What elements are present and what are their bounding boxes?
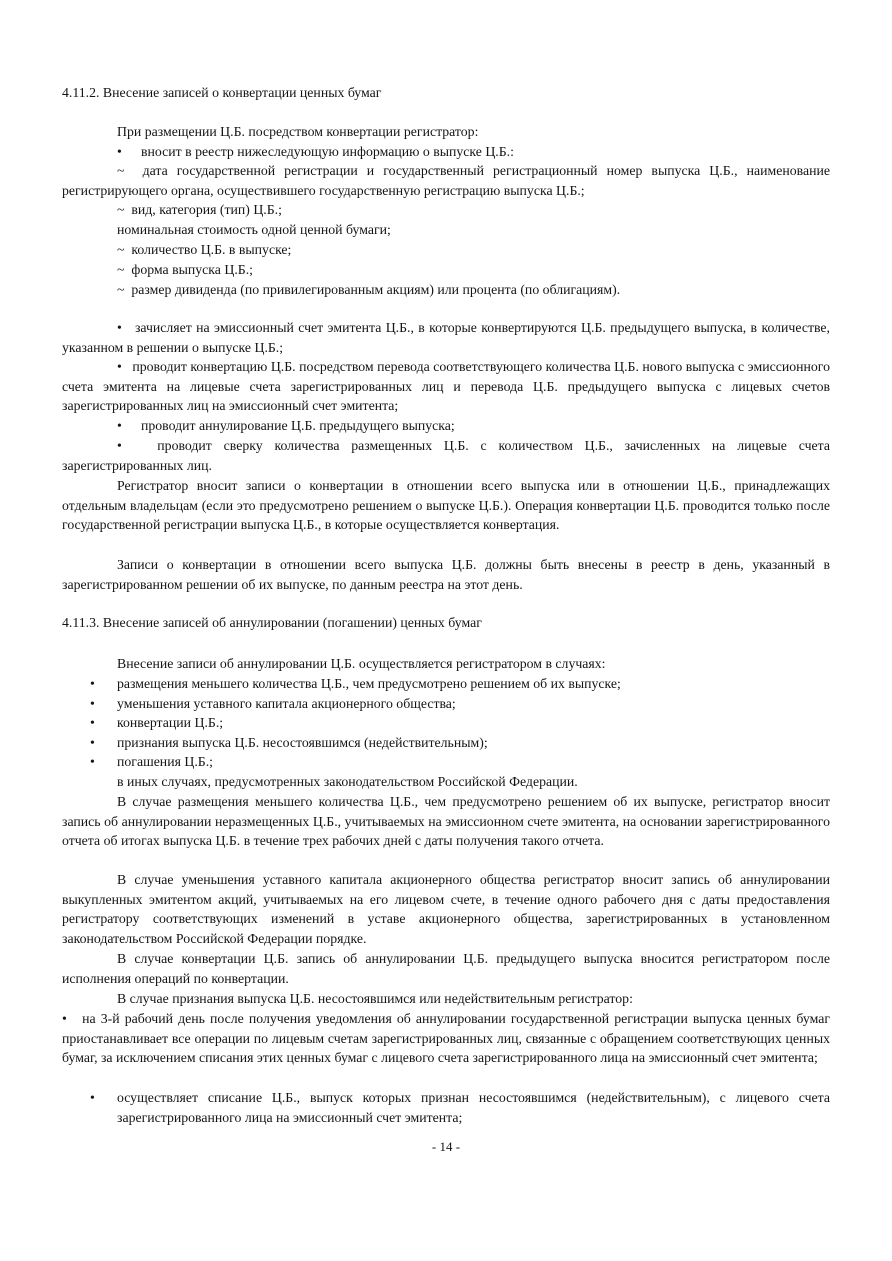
- bullet-credit: [62, 318, 830, 357]
- bullet-icon: •: [117, 320, 135, 335]
- dash-text: вид, категория (тип) Ц.Б.;: [131, 202, 282, 217]
- bullet-icon: •: [90, 695, 95, 711]
- bullet-icon: •: [117, 359, 133, 374]
- section-heading-4-11-2: 4.11.2. Внесение записей о конвертации ценных бумаг: [62, 85, 382, 100]
- bullet-writeoff: [90, 1088, 830, 1127]
- list-item-text: уменьшения уставного капитала акционерного общества;: [117, 695, 456, 711]
- cases-list: [90, 674, 830, 772]
- bullet-text: осуществляет списание Ц.Б., выпуск которых признан несостоявшимся (недействительным), с лицевого счета зарегистрированного лица на эмиссионный счет эмитента;: [117, 1090, 830, 1125]
- bullet-enter: [117, 142, 830, 162]
- dash-text: форма выпуска Ц.Б.;: [131, 262, 253, 277]
- bullet-icon: •: [117, 438, 158, 453]
- paragraph-conversion: В случае конвертации Ц.Б. запись об аннулировании Ц.Б. предыдущего выпуска вносится регистратором после исполнения операций по конвертации.: [62, 951, 830, 986]
- dash-text: количество Ц.Б. в выпуске;: [131, 242, 292, 257]
- list-item-text: признания выпуска Ц.Б. несостоявшимся (недействительным);: [117, 734, 488, 750]
- bullet-text: проводит аннулирование Ц.Б. предыдущего выпуска;: [141, 418, 455, 433]
- bullet-icon: •: [90, 754, 95, 770]
- dash-item-dividend: [117, 280, 830, 300]
- bullet-text: проводит конвертацию Ц.Б. посредством перевода соответствующего количества Ц.Б. нового выпуска с эмиссионного счета эмитента на лицевые счета зарегистрированных лиц и перевода Ц.Б. предыдущего выпуска с лицевых счетов зарегистрированных лиц на эмиссионный счет эмитента;: [62, 359, 830, 414]
- bullet-convert: [62, 357, 830, 416]
- bullet-text: вносит в реестр нижеследующую информацию о выпуске Ц.Б.:: [141, 144, 514, 159]
- dash-item-date: [62, 161, 830, 200]
- paragraph-intro: При размещении Ц.Б. посредством конвертации регистратор:: [117, 124, 479, 139]
- section-heading-4-11-3: 4.11.3. Внесение записей об аннулировании (погашении) ценных бумаг: [62, 615, 482, 630]
- dash-item-quantity: [117, 240, 830, 260]
- paragraph-invalid: В случае признания выпуска Ц.Б. несостоявшимся или недействительным регистратор:: [117, 991, 633, 1006]
- paragraph-cases-intro: Внесение записи об аннулировании Ц.Б. осуществляется регистратором в случаях:: [117, 656, 606, 671]
- list-item: [90, 713, 830, 733]
- paragraph-other-cases: в иных случаях, предусмотренных законодательством Российской Федерации.: [117, 774, 578, 789]
- paragraph-smaller: В случае размещения меньшего количества Ц.Б., чем предусмотрено решением об их выпуске, регистратор вносит запись об аннулировании неразмещенных Ц.Б., учитываемых на эмиссионном счете эмитента, на основании зарегистрированного отчета об итогах выпуска Ц.Б. в течение трех рабочих дней с даты получения такого отчета.: [62, 794, 830, 849]
- list-item-text: погашения Ц.Б.;: [117, 754, 213, 770]
- dash-item-form: [117, 260, 830, 280]
- dash-icon: ~: [117, 202, 132, 217]
- bullet-icon: •: [62, 1011, 83, 1026]
- bullet-text: зачисляет на эмиссионный счет эмитента Ц.Б., в которые конвертируются Ц.Б. предыдущего выпуска, в количестве, указанном в решении о выпуске Ц.Б.;: [62, 320, 830, 355]
- paragraph-records: Записи о конвертации в отношении всего выпуска Ц.Б. должны быть внесены в реестр в день, указанный в зарегистрированном решении об их выпуске, по данным реестра на этот день.: [62, 557, 830, 592]
- page-number: - 14 -: [431, 1139, 461, 1154]
- paragraph-reduction: В случае уменьшения уставного капитала акционерного общества регистратор вносит запись об аннулировании выкупленных эмитентом акций, учитываемых на его лицевом счете, в течение одного рабочего дня с даты предоставления регистратору соответствующих изменений в уставе акционерного общества, зарегистрированных в установленном законодательством Российской Федерации порядке.: [62, 872, 830, 946]
- list-item: [90, 674, 830, 694]
- nominal-line: номинальная стоимость одной ценной бумаги;: [117, 222, 391, 237]
- bullet-icon: •: [90, 676, 95, 691]
- dash-icon: ~: [117, 282, 132, 297]
- dash-text: размер дивиденда (по привилегированным акциям) или процента (по облигациям).: [131, 282, 621, 297]
- list-item-text: конвертации Ц.Б.;: [117, 715, 224, 731]
- bullet-icon: •: [90, 1090, 95, 1105]
- dash-icon: ~: [117, 262, 132, 277]
- bullet-icon: •: [90, 715, 95, 731]
- dash-text: дата государственной регистрации и государственный регистрационный номер выпуска Ц.Б., наименование регистрирующего органа, осуществившего государственную регистрацию выпуска Ц.Б.;: [62, 163, 830, 198]
- bullet-icon: •: [90, 734, 95, 750]
- bullet-text: проводит сверку количества размещенных Ц.Б. с количеством Ц.Б., зачисленных на лицевые счета зарегистрированных лиц.: [62, 438, 830, 473]
- dash-item-kind: [117, 200, 830, 220]
- dash-icon: ~: [117, 163, 143, 178]
- list-item: [90, 752, 830, 772]
- dash-icon: ~: [117, 242, 132, 257]
- bullet-icon: •: [117, 144, 122, 159]
- paragraph-registrar: Регистратор вносит записи о конвертации в отношении всего выпуска или в отношении Ц.Б., принадлежащих отдельным владельцам (если это предусмотрено решением о выпуске Ц.Б.). Операция конвертации Ц.Б. проводится только после государственной регистрации выпуска Ц.Б., в которые осуществляется конвертация.: [62, 478, 830, 533]
- bullet-cancel: [117, 416, 830, 436]
- bullet-day3: [62, 1009, 830, 1068]
- list-item: [90, 694, 830, 714]
- list-item: [90, 733, 830, 753]
- bullet-icon: •: [117, 418, 122, 433]
- bullet-reconcile: [62, 436, 830, 475]
- list-item-text: размещения меньшего количества Ц.Б., чем предусмотрено решением об их выпуске;: [117, 676, 621, 691]
- bullet-text: на 3-й рабочий день после получения уведомления об аннулировании государственной регистрации выпуска ценных бумаг приостанавливает все операции по лицевым счетам зарегистрированных лиц, связанные с обращением соответствующих ценных бумаг, за исключением списания этих ценных бумаг с лицевого счета зарегистрированного лица на эмиссионный счет эмитента;: [62, 1011, 830, 1066]
